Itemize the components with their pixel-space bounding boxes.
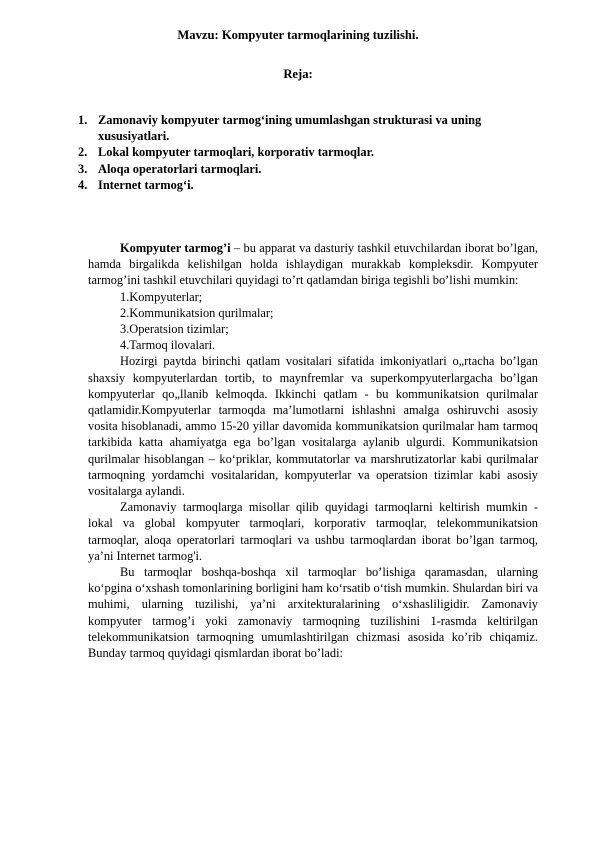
layer-item: 3.Operatsion tizimlar; [120,322,229,337]
plan-item [78,177,538,193]
plan-item-number: 2. [78,145,88,160]
plan-list [78,112,538,193]
plan-item [78,161,538,177]
page-title: Mavzu: Kompyuter tarmoqlarining tuzilishi. [177,28,419,42]
document-body [88,240,538,661]
plan-item-number: 1. [78,113,88,127]
layer-item: 1.Kompyuterlar; [120,289,203,304]
plan-item-text: Lokal kompyuter tarmoqlari, korporativ tarmoqlar. [98,145,375,160]
plan-item-number: 3. [78,161,88,176]
layer-item: 4.Tarmoq ilovalari. [120,338,216,353]
layer-item: 2.Kommunikatsion qurilmalar; [120,305,274,320]
intro-text: – bu apparat va dasturiy tashkil etuvchilardan iborat bo’lgan, hamda birgalikda kelishilgan holda ishlaydigan murakkab kompleksdir. Kompyuter tarmog’ini tashkil etuvchilari quyidagi to’rt qatlamdan biriga tegishli bo’lishi mumkin: [88,241,538,288]
paragraph-layers-explained: Hozirgi paytda birinchi qatlam vositalari sifatida imkoniyatlari o„rtacha bo’lgan shaxsiy kompyuterlardan tortib, to maynfremlar va superkompyuterlargacha bo’lgan kompyuterlar qo„llanib kelmoqda. Ikkinchi qatlam - bu kommunikatsion qurilmalar qatlamidir.Kompyuterlar tarmoqda ma’lumotlarni ishlashni amalga oshiruvchi asosiy vosita hisoblanadi, ammo 15-20 yillar davomida kommunikatsion qurilmalar ham tarmoq tarkibida katta ahamiyatga ega bo’lgan vositalarga aylanib ulgurdi. Kommunikatsion qurilmalar hisoblangan – ko‘priklar, kommutatorlar va marshrutizatorlar kabi qurilmalar tarmoqning yordamchi vositalaridan, kompyuterlar va operatsion tizimlar kabi asosiy vositalarga aylandi. [88,354,538,499]
intro-paragraph [88,240,538,289]
plan-item-text: Zamonaviy kompyuter tarmog‘ining umumlashgan strukturasi va uning xususiyatlari. [98,113,482,144]
paragraph-network-structure: Bu tarmoqlar boshqa-boshqa xil tarmoqlar bo’lishiga qaramasdan, ularning ko‘pgina o‘xshash tomonlarining borligini ham ko‘rsatib o‘tish mumkin. Shulardan biri va muhimi, ularning tuzilishi, ya’ni arxitekturalarining o‘xshasliligidir. Zamonaviy kompyuter tarmog’i yoki zamonaviy tarmoqning tuzilishini 1-rasmda keltirilgan telekommunikatsion tarmoqning umumlashtirilgan chizmasi asosida ko’rib chiqamiz. Bunday tarmoq quyidagi qismlardan iborat bo’ladi: [88,565,538,661]
paragraph-network-examples: Zamonaviy tarmoqlarga misollar qilib quyidagi tarmoqlarni keltirish mumkin - lokal va global kompyuter tarmoqlari, korporativ tarmoqlar, telekommunikatsion tarmoqlar, aloqa operatorlari tarmoqlari va ushbu tarmoqlardan iborat bo’lgan tarmoq, ya’ni Internet tarmog'i. [88,500,538,563]
plan-heading: Reja: [283,67,313,81]
plan-item [78,144,538,160]
plan-item-text: Aloqa operatorlari tarmoqlari. [98,161,262,176]
intro-term: Kompyuter tarmog’i [120,241,231,255]
plan-item-text: Internet tarmog‘i. [98,177,194,192]
plan-item-number: 4. [78,177,88,192]
plan-item [78,112,538,144]
